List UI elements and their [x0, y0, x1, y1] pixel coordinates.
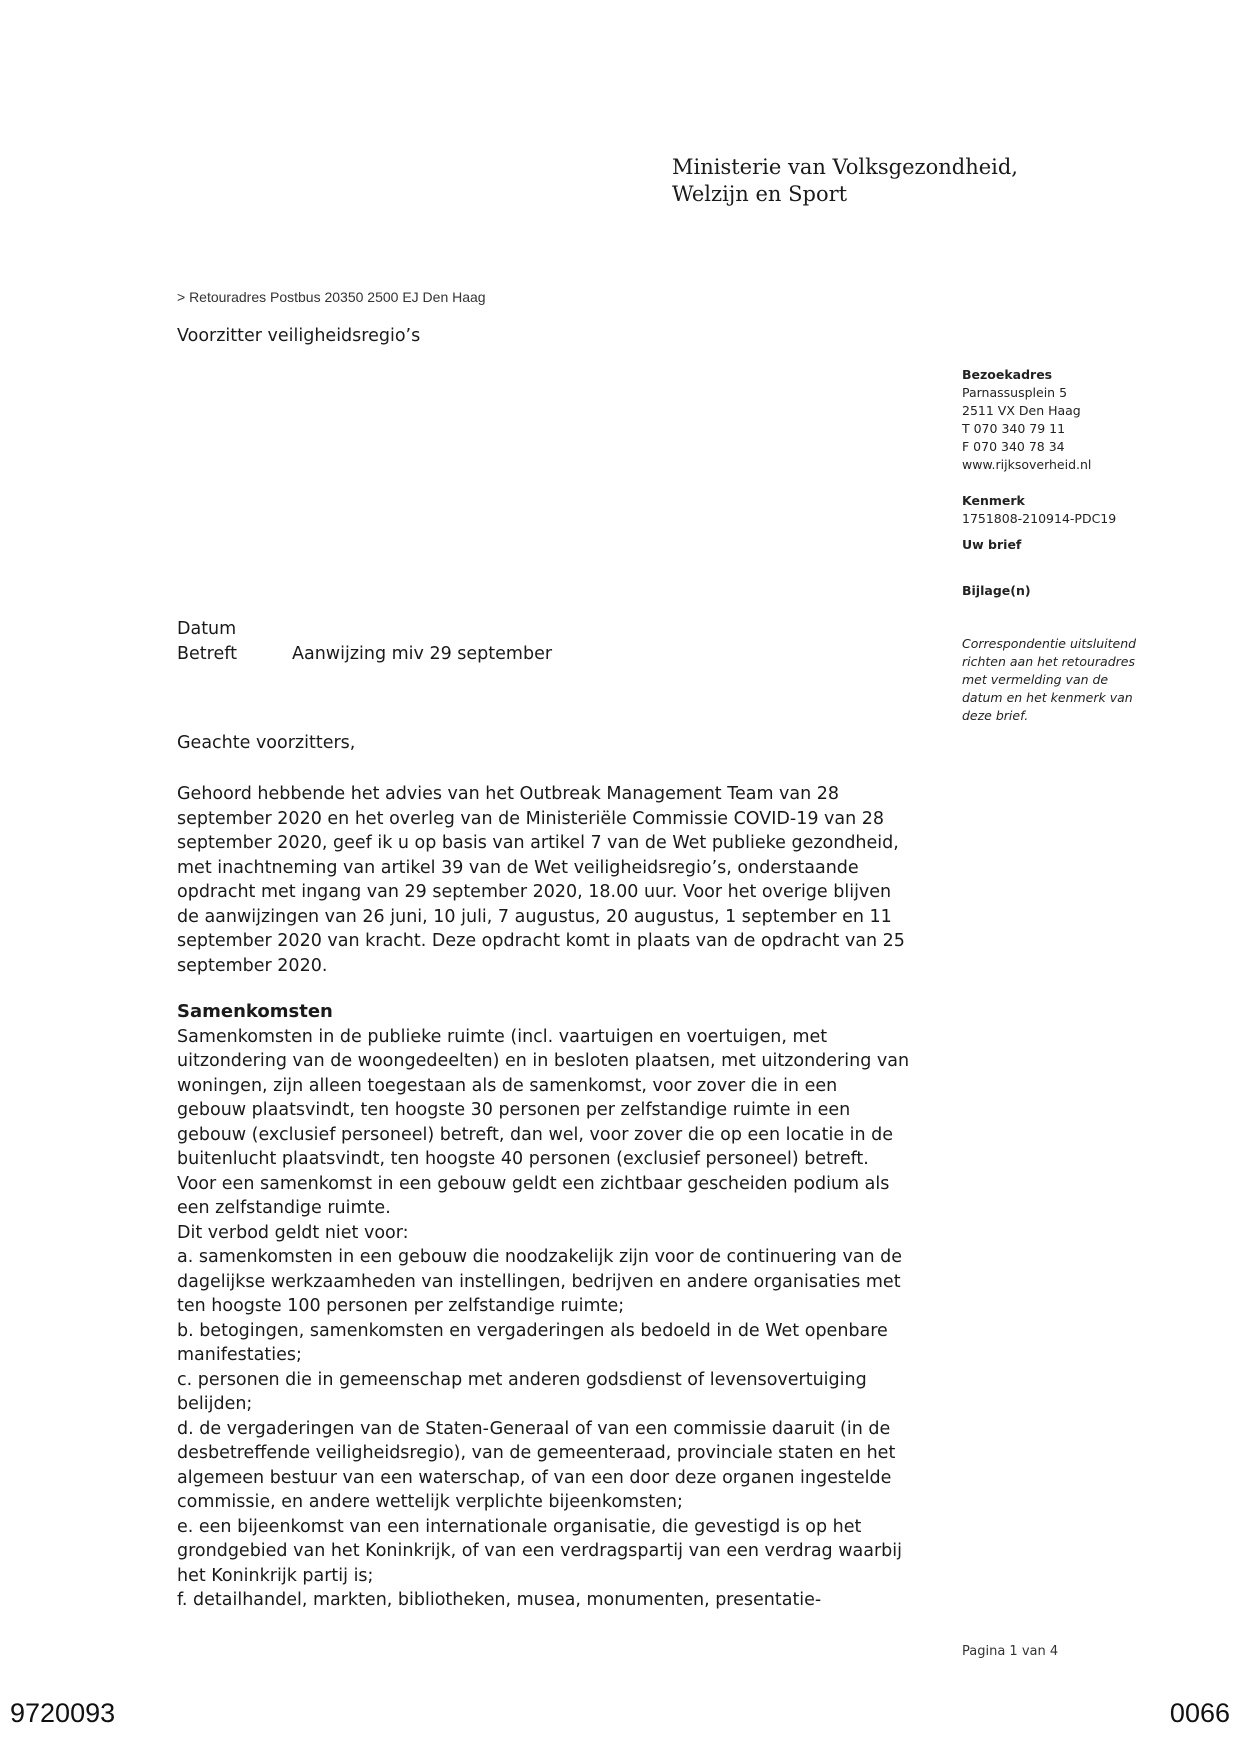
- visit-line: 2511 VX Den Haag: [962, 403, 1081, 418]
- visit-line: www.rijksoverheid.nl: [962, 457, 1092, 472]
- date-label: Datum: [177, 619, 237, 639]
- subject-label: Betreft: [177, 644, 237, 664]
- visit-line: F 070 340 78 34: [962, 439, 1065, 454]
- your-letter-label: Uw brief: [962, 537, 1022, 552]
- ministry-name-line2: Welzijn en Sport: [672, 182, 848, 206]
- ministry-logo-text: [672, 154, 1018, 208]
- subject-value: Aanwijzing miv 29 september: [292, 644, 553, 664]
- visit-address-label: Bezoekadres: [962, 367, 1053, 382]
- scan-id-right: 0066: [1169, 1698, 1230, 1728]
- ministry-name-line1: Ministerie van Volksgezondheid,: [672, 155, 1018, 179]
- addressee: Voorzitter veiligheidsregio’s: [177, 326, 421, 346]
- attachments-label: Bijlage(n): [962, 583, 1031, 598]
- section-heading: Samenkomsten: [177, 1001, 333, 1022]
- intro-paragraph: Gehoord hebbende het advies van het Outbreak Management Team van 28 september 2020 en het overleg van de Ministeriële Commissie COVID-19 van 28 september 2020, geef ik u op basis van artikel 7 van de Wet publieke gezondheid, met inachtneming van artikel 39 van de Wet veiligheidsregio’s, onderstaande opdracht met ingang van 29 september 2020, 18.00 uur. Voor het overige blijven de aanwijzingen van 26 juni, 10 juli, 7 augustus, 20 augustus, 1 september en 11 september 2020 van kracht. Deze opdracht komt in plaats van de opdracht van 25 september 2020.: [177, 784, 905, 976]
- sidebar-info: [962, 366, 1202, 725]
- section-samenkomsten: Samenkomsten Samenkomsten in de publieke ruimte (incl. vaartuigen en voertuigen, met uitzondering van de woongedeelten) en in besloten plaatsen, met uitzondering van woningen, zijn alleen toegestaan als de samenkomst, voor zover die in een gebouw plaatsvindt, ten hoogste 30 personen per zelfstandige ruimte in een gebouw (exclusief personeel) betreft, dan wel, voor zover die op een locatie in de buitenlucht plaatsvindt, ten hoogste 40 personen (exclusief personeel) betreft. Voor een samenkomst in een gebouw geldt een zichtbaar gescheiden podium als een zelfstandige ruimte. Dit verbod geldt niet voor: a. samenkomsten in een gebouw die noodzakelijk zijn voor de continuering van de dagelijkse werkzaamheden van instellingen, bedrijven en andere organisaties met ten hoogste 100 personen per zelfstandige ruimte; b. betogingen, samenkomsten en vergaderingen als bedoeld in de Wet openbare manifestaties; c. personen die in gemeenschap met anderen godsdienst of levensovertuiging belijden; d. de vergaderingen van de Staten-Generaal of van een commissie daaruit (in de desbetreffende veiligheidsregio), van de gemeenteraad, provinciale staten en het algemeen bestuur van een waterschap, of van een door deze organen ingestelde commissie, en andere wettelijk verplichte bijeenkomsten; e. een bijeenkomst van een internationale organisatie, die gevestigd is op het grondgebied van het Koninkrijk, of van een verdragspartij van een verdrag waarbij het Koninkrijk partij is; f. detailhandel, markten, bibliotheken, musea, monumenten, presentatie-: [177, 1000, 957, 1613]
- reference-label: Kenmerk: [962, 493, 1025, 508]
- scan-id-left: 9720093: [10, 1698, 116, 1728]
- reference-value: 1751808-210914-PDC19: [962, 511, 1117, 526]
- salutation: Geachte voorzitters,: [177, 733, 356, 753]
- visit-line: T 070 340 79 11: [962, 421, 1066, 436]
- visit-line: Parnassusplein 5: [962, 385, 1068, 400]
- page-number: Pagina 1 van 4: [962, 1644, 1059, 1659]
- return-address: > Retouradres Postbus 20350 2500 EJ Den Haag: [177, 289, 486, 305]
- correspondence-note: Correspondentie uitsluitend richten aan het retouradres met vermelding van de datum en het kenmerk van deze brief.: [962, 636, 1137, 723]
- letter-meta: [177, 617, 552, 667]
